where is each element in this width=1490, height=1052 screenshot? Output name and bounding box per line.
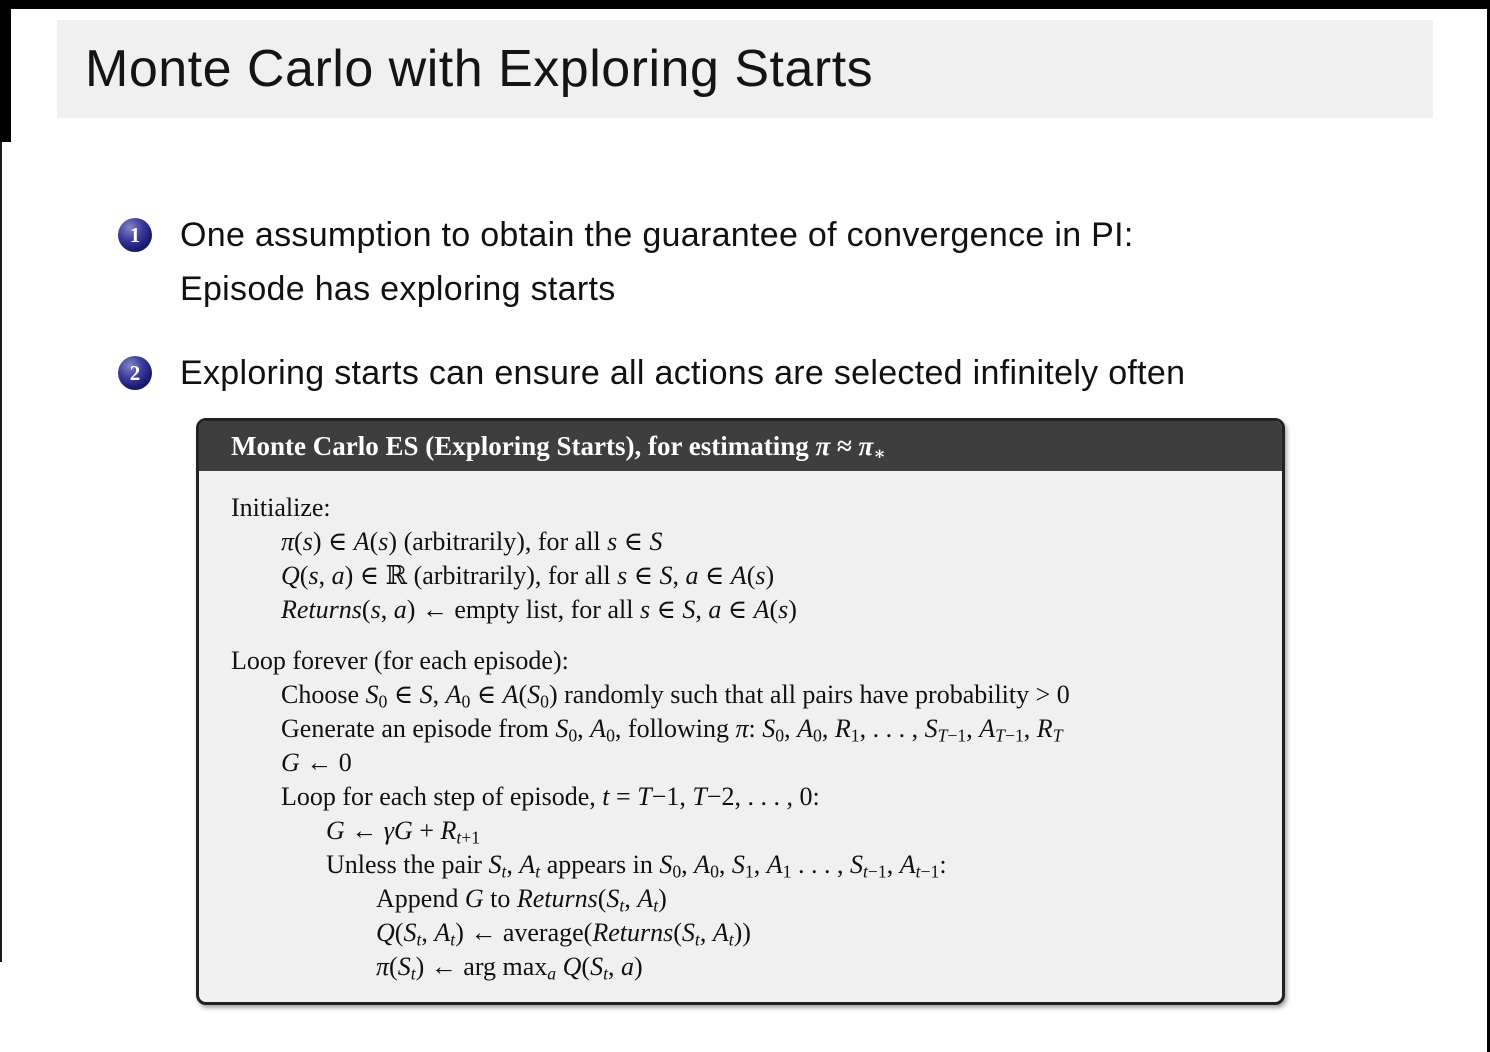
algorithm-line: Choose $S_0$ ∈ S, $A_0$ ∈ $A(S_0)$ randomly such that all pairs have probability > 0 — [281, 680, 1070, 712]
bullet-number-badge: 1 — [118, 218, 152, 252]
algorithm-line: Generate an episode from $S_0$, $A_0$, following π: $S_0$, $A_0$, $R_1$, . . . , $S_{T-1}$, $A_{T-1}$, $R_T$ — [281, 714, 1063, 746]
algorithm-line: G ← $\gamma G + R_{t+1}$ — [326, 816, 481, 848]
algorithm-line: Loop for each step of episode, t = T−1, T−2, . . . , 0: — [281, 782, 820, 811]
algorithm-line: Append G to $Returns(S_t$, $A_t$) — [376, 884, 667, 916]
algorithm-header — [199, 421, 1282, 471]
algorithm-line: $Q(S_t$, $A_t$) ← $average(Returns(S_t$, $A_t$)) — [376, 918, 751, 950]
algorithm-line: Q(s, a) ∈ ℝ (arbitrarily), for all s ∈ S, a ∈ A(s) — [281, 561, 775, 590]
bullet-item — [118, 346, 1418, 400]
bullet-number-badge: 2 — [118, 356, 152, 390]
algorithm-line: Initialize: — [231, 493, 331, 522]
page-frame-top — [0, 0, 1490, 9]
algorithm-line: G ← 0 — [281, 748, 352, 777]
algorithm-title: Monte Carlo ES (Exploring Starts), for estimating $\pi \approx \pi_∗$ — [231, 430, 886, 464]
algorithm-line: Returns(s, a) ← empty list, for all s ∈ S, a ∈ A(s) — [281, 595, 797, 624]
algorithm-line: $\pi(S_t)$ ← arg $\max_a Q(S_t$, a) — [376, 952, 643, 984]
algorithm-line: Unless the pair $S_t$, $A_t$ appears in $S_0$, $A_0$, $S_1$, $A_1$ . . . , $S_{t-1}$, $A_{t-1}$: — [326, 850, 947, 882]
page-frame-left — [0, 0, 11, 142]
algorithm-body — [199, 471, 1282, 984]
bullet-item — [118, 208, 1418, 316]
algorithm-box — [196, 418, 1285, 1005]
bullet-list — [118, 208, 1418, 430]
algorithm-line: π(s) ∈ A(s) (arbitrarily), for all s ∈ S — [281, 527, 663, 556]
title-bar — [57, 20, 1433, 118]
algorithm-line: Loop forever (for each episode): — [231, 646, 569, 675]
page-title: Monte Carlo with Exploring Starts — [85, 40, 874, 98]
bullet-text: One assumption to obtain the guarantee of convergence in PI: Episode has exploring starts — [180, 216, 1134, 308]
page-frame-left-thin — [0, 142, 2, 962]
bullet-text: Exploring starts can ensure all actions are selected infinitely often — [180, 354, 1186, 392]
